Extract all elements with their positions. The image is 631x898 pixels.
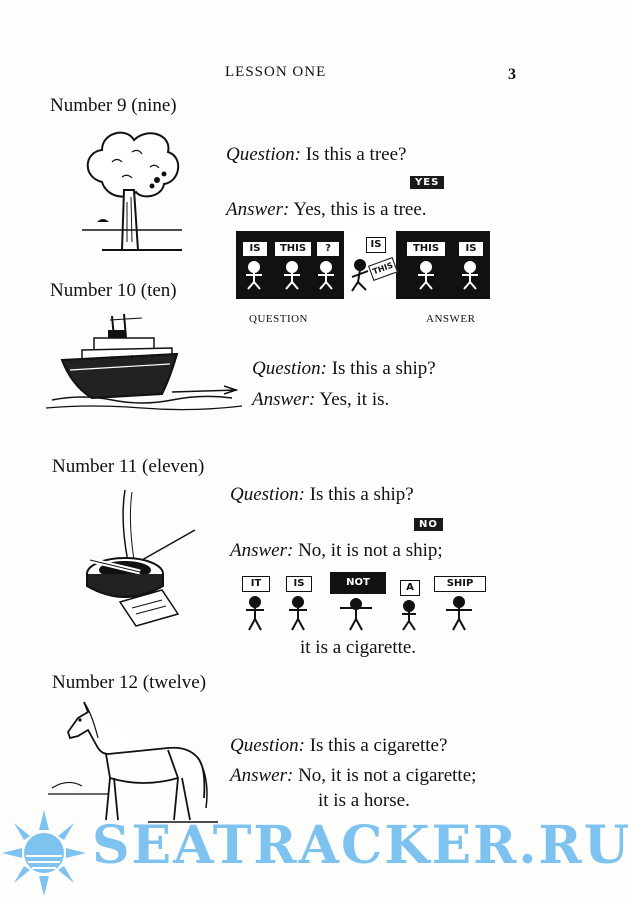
strip-word: ? <box>316 241 340 257</box>
section-heading-nine: Number 9 (nine) <box>50 95 177 116</box>
not-a-ship-strip <box>240 572 490 634</box>
no-tag: NO <box>414 518 443 531</box>
question-text: Is this a ship? <box>331 358 436 379</box>
answer-ten <box>252 389 389 411</box>
ship-illustration <box>52 308 242 418</box>
yes-tag: YES <box>410 176 444 189</box>
watermark-text: SEATRACKER.RU <box>92 815 631 876</box>
lesson-title: LESSON ONE <box>225 64 327 80</box>
answer-twelve-cont: it is a horse. <box>318 790 410 811</box>
answer-text: No, it is not a ship; <box>298 540 443 561</box>
answer-nine <box>226 199 427 221</box>
question-text: Is this a tree? <box>305 144 407 165</box>
strip-word: NOT <box>330 572 386 594</box>
sun-logo-icon <box>2 808 92 898</box>
answer-label: Answer: <box>230 540 294 561</box>
answer-eleven-cont: it is a cigarette. <box>300 637 417 658</box>
question-ten <box>252 358 436 380</box>
strip-word: IS <box>458 241 484 257</box>
answer-label: Answer: <box>226 199 290 220</box>
answer-label: Answer: <box>230 765 294 786</box>
question-label: Question: <box>226 144 301 165</box>
answer-text: Yes, it is. <box>319 389 390 410</box>
cigarette-illustration <box>80 490 210 630</box>
strip-word: A <box>400 580 420 596</box>
page-number: 3 <box>508 66 516 83</box>
question-label: Question: <box>252 358 327 379</box>
section-heading-ten: Number 10 (ten) <box>50 280 177 301</box>
strip-word: THIS <box>406 241 446 257</box>
question-twelve <box>230 735 447 757</box>
tree-illustration <box>72 122 192 262</box>
caption-answer: ANSWER <box>426 313 476 325</box>
caption-question: QUESTION <box>249 313 308 325</box>
strip-word: IS <box>242 241 268 257</box>
answer-label: Answer: <box>252 389 316 410</box>
question-nine <box>226 144 406 166</box>
answer-eleven <box>230 540 443 562</box>
question-text: Is this a cigarette? <box>309 735 448 756</box>
question-text: Is this a ship? <box>309 484 414 505</box>
section-heading-twelve: Number 12 (twelve) <box>52 672 207 693</box>
strip-word: IS <box>286 576 312 592</box>
strip-word: SHIP <box>434 576 486 592</box>
strip-word: THIS <box>368 257 398 281</box>
question-eleven <box>230 484 414 506</box>
strip-figures <box>240 572 490 634</box>
strip-word: IS <box>366 237 386 253</box>
question-label: Question: <box>230 484 305 505</box>
strip-word: THIS <box>274 241 312 257</box>
strip-word: IT <box>242 576 270 592</box>
answer-text: No, it is not a cigarette; <box>298 765 477 786</box>
answer-text: Yes, this is a tree. <box>293 199 427 220</box>
question-answer-strip <box>236 231 490 299</box>
strip-figures <box>236 231 490 299</box>
question-label: Question: <box>230 735 305 756</box>
answer-twelve <box>230 765 476 787</box>
section-heading-eleven: Number 11 (eleven) <box>52 456 205 477</box>
